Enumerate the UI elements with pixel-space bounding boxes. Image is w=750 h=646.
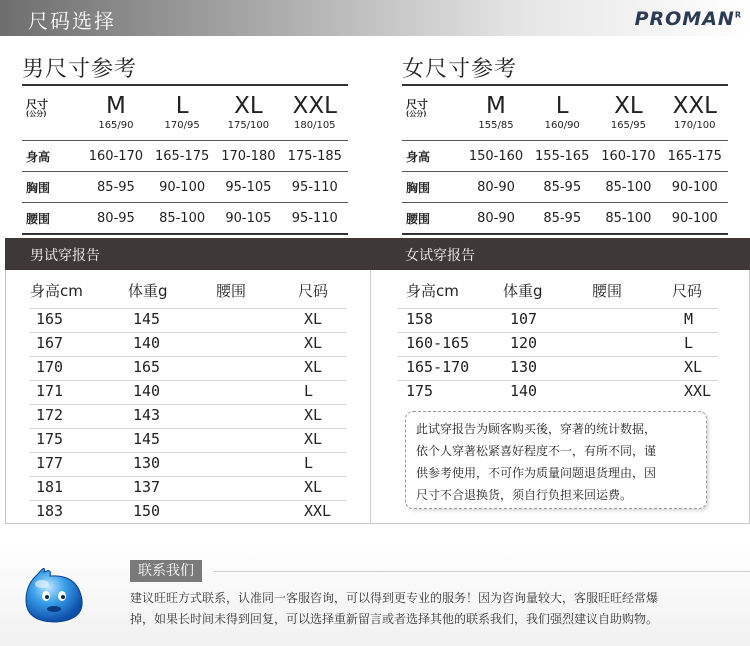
report-cell: 170 — [36, 358, 64, 376]
report-cell: XL — [304, 430, 323, 448]
report-cell: 160-165 — [406, 334, 470, 352]
table-row: 腰围 80-95 85-100 90-105 95-110 — [22, 203, 348, 235]
brand-logo: $PROMAN^R$ — [634, 8, 742, 30]
report-row-line — [30, 476, 346, 477]
report-header-bar — [5, 238, 750, 270]
report-cell: XL — [304, 358, 323, 376]
report-row-line — [30, 380, 346, 381]
table-header-row — [22, 85, 348, 141]
contact-text: 建议旺旺方式联系，认准同一客服咨询，可以得到更专业的服务！因为咨询量较大，客服旺旺经常爆 掉，如果长时间未得到回复，可以选择重新留言或者选择其他的联系我们，我们强烈建议自助购物。 — [130, 591, 659, 626]
report-cell: 181 — [36, 478, 64, 496]
men-report-header-waist: 腰围 — [216, 282, 247, 300]
page-title: 尺码选择 — [28, 9, 116, 33]
size-col-l: L 170/95 — [149, 85, 215, 141]
report-cell: XL — [304, 478, 323, 496]
report-cell: L — [304, 382, 314, 400]
report-cell: 165 — [133, 358, 161, 376]
report-cell: 175 — [36, 430, 64, 448]
header-bar — [0, 0, 750, 36]
size-col-xl: XL 175/100 — [215, 85, 281, 141]
report-row-line — [30, 452, 346, 453]
men-size-table — [22, 84, 348, 235]
report-cell: 183 — [36, 502, 64, 520]
report-cell: XL — [684, 358, 703, 376]
report-row-line — [30, 308, 346, 309]
contact-divider — [213, 571, 750, 572]
women-report-header-size: 尺码 — [672, 282, 703, 300]
size-col-xxl: XXL 180/105 — [282, 85, 348, 141]
table-row: 胸围 80-90 85-95 85-100 90-100 — [402, 172, 728, 203]
report-cell: 140 — [133, 382, 161, 400]
women-report-title: 女试穿报告 — [405, 248, 475, 264]
wangwang-mascot-icon — [18, 562, 90, 628]
report-cell: 140 — [510, 382, 538, 400]
report-row-line — [30, 332, 346, 333]
report-cell: 158 — [406, 310, 434, 328]
report-cell: XL — [304, 406, 323, 424]
report-divider — [370, 270, 371, 524]
report-cell: 130 — [133, 454, 161, 472]
report-row-line — [30, 500, 346, 501]
report-cell: 177 — [36, 454, 64, 472]
report-cell: L — [684, 334, 694, 352]
report-cell: M — [684, 310, 694, 328]
size-col-xxl: XXL 170/100 — [662, 85, 728, 141]
report-cell: 130 — [510, 358, 538, 376]
men-report-title: 男试穿报告 — [30, 248, 100, 264]
report-cell: XXL — [684, 382, 712, 400]
report-cell: 107 — [510, 310, 538, 328]
report-cell: 175 — [406, 382, 434, 400]
report-row-line — [30, 404, 346, 405]
report-row-line — [398, 308, 718, 309]
men-report-header-size: 尺码 — [298, 282, 329, 300]
report-cell: 145 — [133, 430, 161, 448]
size-col-m: M 165/90 — [83, 85, 149, 141]
report-row-line — [30, 356, 346, 357]
table-row: 身高 150-160 155-165 160-170 165-175 — [402, 141, 728, 172]
unit-cell: 尺寸 (公分) — [402, 85, 463, 141]
report-cell: 165 — [36, 310, 64, 328]
women-report-header-waist: 腰围 — [592, 282, 623, 300]
size-col-xl: XL 165/95 — [595, 85, 661, 141]
size-col-l: L 160/90 — [529, 85, 595, 141]
report-cell: 172 — [36, 406, 64, 424]
report-row-line — [398, 356, 718, 357]
men-report-header-weight: 体重g — [128, 282, 168, 300]
report-cell: 165-170 — [406, 358, 470, 376]
report-row-line — [398, 380, 718, 381]
unit-cell: 尺寸 (公分) — [22, 85, 83, 141]
report-row-line — [30, 428, 346, 429]
report-cell: XXL — [304, 502, 332, 520]
men-report-header-height: 身高cm — [30, 282, 83, 300]
table-row: 腰围 80-90 85-95 85-100 90-100 — [402, 203, 728, 235]
report-cell: 167 — [36, 334, 64, 352]
disclaimer-note: 此试穿报告为顾客购买後，穿著的统计数据， 依个人穿著松紧喜好程度不一，有所不同，谨 供参考使用，不可作为质量问题退货理由，因 尺寸不合退换货，须自行负担来回运费。 — [405, 411, 707, 509]
report-cell: 137 — [133, 478, 161, 496]
report-cell: L — [304, 454, 314, 472]
table-header-row — [402, 85, 728, 141]
men-size-title: 男尺寸参考 — [22, 57, 138, 82]
report-cell: 150 — [133, 502, 161, 520]
women-size-table — [402, 84, 728, 235]
report-row-line — [398, 332, 718, 333]
table-row: 身高 160-170 165-175 170-180 175-185 — [22, 141, 348, 172]
report-cell: 143 — [133, 406, 161, 424]
contact-us-label: 联系我们 — [130, 560, 202, 582]
report-cell: 145 — [133, 310, 161, 328]
table-row: 胸围 85-95 90-100 95-105 95-110 — [22, 172, 348, 203]
report-cell: 140 — [133, 334, 161, 352]
women-report-header-height: 身高cm — [406, 282, 459, 300]
report-cell: 171 — [36, 382, 64, 400]
women-report-header-weight: 体重g — [503, 282, 543, 300]
report-cell: XL — [304, 310, 323, 328]
women-size-title: 女尺寸参考 — [402, 57, 518, 82]
report-cell: XL — [304, 334, 323, 352]
size-col-m: M 155/85 — [463, 85, 529, 141]
report-cell: 120 — [510, 334, 538, 352]
